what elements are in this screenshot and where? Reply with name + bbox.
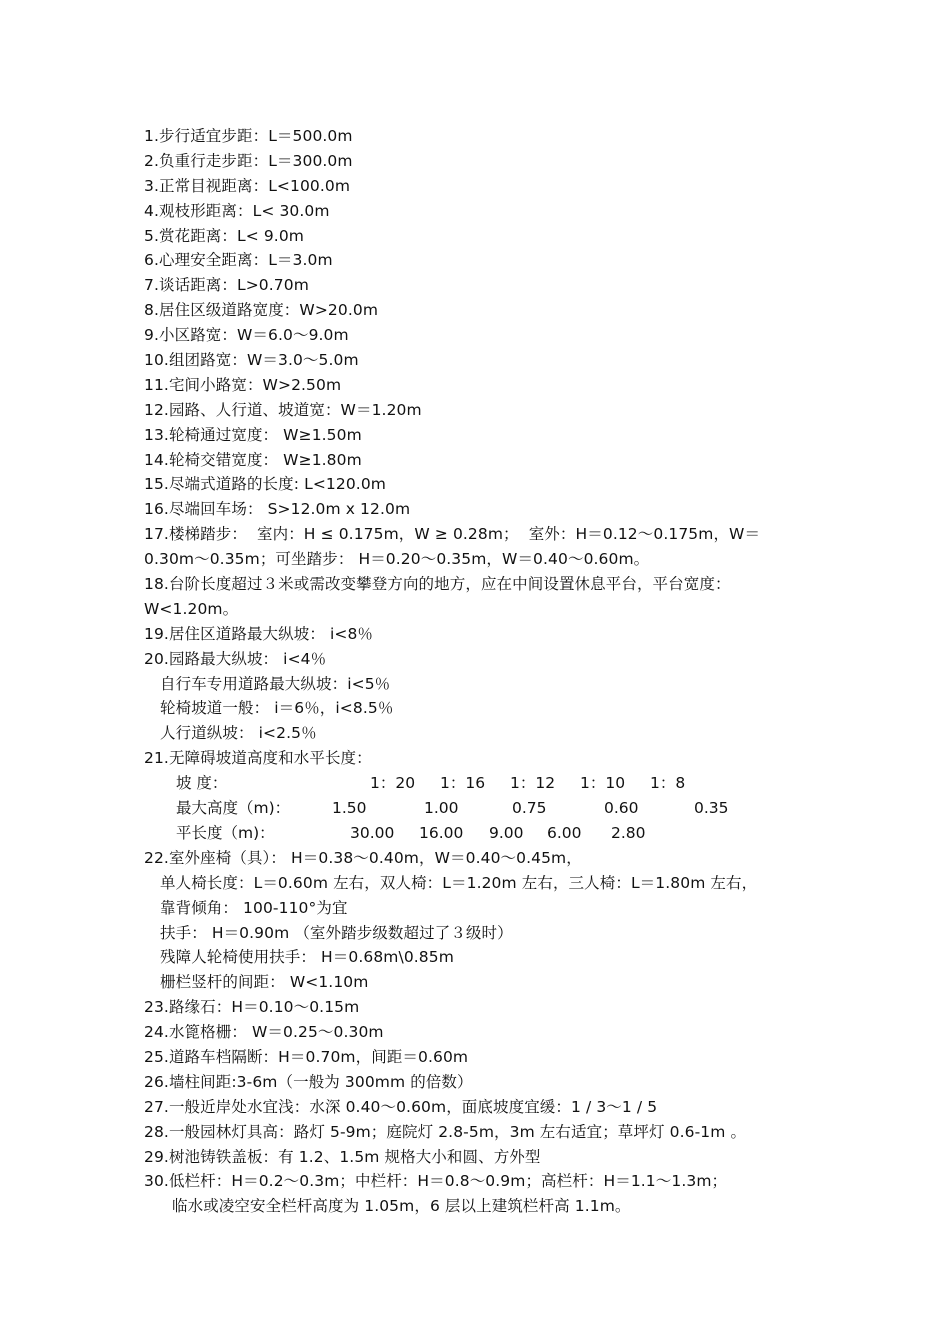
slope-table-label: 最大高度（m)： (176, 799, 291, 818)
text-line: 4.观枝形距离：L< 30.0m (144, 201, 330, 220)
text-line: 13.轮椅通过宽度： W≥1.50m (144, 425, 362, 444)
text-line: 29.树池铸铁盖板：有 1.2、1.5m 规格大小和圆、方外型 (144, 1147, 541, 1166)
text-line-indented: 扶手： H＝0.90m （室外踏步级数超过了３级时） (160, 923, 513, 942)
slope-table-cell: 1：12 (510, 774, 556, 793)
text-line: 21.无障碍坡道高度和水平长度： (144, 749, 372, 768)
document-body (144, 124, 824, 1219)
slope-table-cell: 16.00 (419, 823, 464, 842)
text-line: 12.园路、人行道、坡道宽：W＝1.20m (144, 400, 422, 419)
text-line-indented: 临水或凌空安全栏杆高度为 1.05m，6 层以上建筑栏杆高 1.1m。 (172, 1197, 631, 1216)
slope-table-cell: 0.60 (604, 799, 639, 818)
text-line: 27.一般近岸处水宜浅：水深 0.40～0.60m，面底坡度宜缓：1 / 3～1 / 5 (144, 1097, 658, 1116)
text-line: 6.心理安全距离：L＝3.0m (144, 251, 333, 270)
slope-table-row-slope (144, 771, 824, 796)
slope-table-cell: 9.00 (489, 823, 524, 842)
text-line: 10.组团路宽：W＝3.0～5.0m (144, 351, 359, 370)
text-line: 1.步行适宜步距：L＝500.0m (144, 127, 353, 145)
text-line: 20.园路最大纵坡： i<4％ (144, 649, 327, 668)
text-line: 2.负重行走步距：L＝300.0m (144, 151, 353, 170)
text-line-indented: 靠背倾角： 100-110°为宜 (160, 898, 348, 917)
text-line: 15.尽端式道路的长度: L<120.0m (144, 475, 386, 494)
text-line: 26.墙柱间距:3-6m（一般为 300mm 的倍数） (144, 1072, 473, 1091)
text-line: W<1.20m。 (144, 599, 239, 618)
slope-table-cell: 1：20 (370, 774, 416, 793)
slope-table-label: 平长度（m)： (176, 823, 275, 842)
text-line: 11.宅间小路宽：W>2.50m (144, 375, 342, 394)
text-line: 9.小区路宽：W＝6.0～9.0m (144, 326, 349, 345)
text-line-indented: 栅栏竖杆的间距： W<1.10m (160, 973, 369, 992)
text-line: 22.室外座椅（具）： H＝0.38～0.40m，W＝0.40～0.45m， (144, 848, 582, 867)
text-line: 3.正常目视距离：L<100.0m (144, 176, 351, 195)
text-line: 25.道路车档隔断：H＝0.70m，间距＝0.60m (144, 1047, 469, 1066)
slope-table-cell: 6.00 (547, 823, 582, 842)
text-line: 18.台阶长度超过３米或需改变攀登方向的地方，应在中间设置休息平台，平台宽度： (144, 575, 731, 594)
slope-table-cell: 2.80 (611, 823, 646, 842)
text-line: 17.楼梯踏步： 室内：H ≤ 0.175m，W ≥ 0.28m； 室外：H＝0.12～0.175m，W＝ (144, 525, 761, 544)
text-line: 5.赏花距离：L< 9.0m (144, 226, 304, 245)
text-line: 14.轮椅交错宽度： W≥1.80m (144, 450, 362, 469)
slope-table-cell: 1.50 (332, 799, 367, 818)
text-line: 16.尽端回车场： S>12.0m x 12.0m (144, 500, 411, 519)
slope-table-row-height (144, 796, 824, 821)
text-line-indented: 人行道纵坡： i<2.5％ (160, 724, 317, 743)
text-line: 8.居住区级道路宽度：W>20.0m (144, 301, 379, 320)
text-line: 28.一般园林灯具高：路灯 5-9m；庭院灯 2.8-5m，3m 左右适宜；草坪灯 0.6-1m 。 (144, 1122, 747, 1141)
text-line-indented: 残障人轮椅使用扶手： H＝0.68m\0.85m (160, 948, 454, 967)
text-line: 0.30m～0.35m；可坐踏步： H＝0.20～0.35m，W＝0.40～0.60m。 (144, 550, 650, 569)
text-line: 7.谈话距离：L>0.70m (144, 276, 309, 295)
slope-table-cell: 30.00 (350, 823, 395, 842)
slope-table-label: 坡 度： (176, 774, 228, 793)
text-line-indented: 自行车专用道路最大纵坡：i<5％ (160, 674, 391, 693)
text-line-indented: 单人椅长度：L＝0.60m 左右，双人椅：L＝1.20m 左右，三人椅：L＝1.80m 左右， (160, 873, 758, 892)
slope-table-cell: 0.35 (694, 799, 729, 818)
slope-table-cell: 1：16 (440, 774, 486, 793)
slope-table-cell: 1.00 (424, 799, 459, 818)
text-line: 23.路缘石：H＝0.10～0.15m (144, 998, 360, 1017)
text-line: 30.低栏杆：H＝0.2～0.3m；中栏杆：H＝0.8～0.9m；高栏杆：H＝1.1～1.3m； (144, 1172, 728, 1191)
slope-table-row-length (144, 821, 824, 846)
text-line: 24.水篦格栅： W＝0.25～0.30m (144, 1023, 384, 1042)
slope-table-cell: 1：8 (650, 774, 686, 793)
slope-table-cell: 1：10 (580, 774, 626, 793)
text-line-indented: 轮椅坡道一般： i＝6％，i<8.5％ (160, 699, 394, 718)
text-line: 19.居住区道路最大纵坡： i<8％ (144, 624, 374, 643)
slope-table-cell: 0.75 (512, 799, 547, 818)
